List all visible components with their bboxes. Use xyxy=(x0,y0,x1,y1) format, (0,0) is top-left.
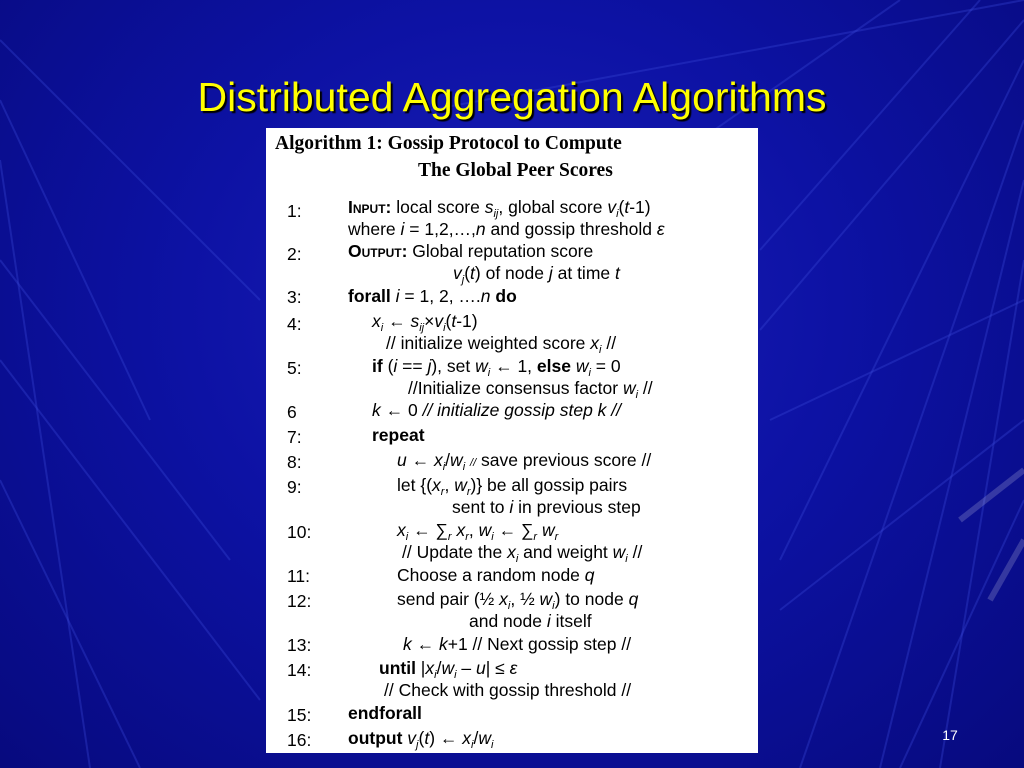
algorithm-heading-line2: The Global Peer Scores xyxy=(418,160,613,181)
line-number: 7: xyxy=(287,427,302,447)
line-number: 11: xyxy=(287,566,311,586)
line-number: 1: xyxy=(287,201,302,221)
algo-line-save-score: u ← $x_i/w_i$ // save previous score // xyxy=(397,450,652,473)
line-number: 13: xyxy=(287,635,312,655)
algo-line-gossip-pairs: let {($x_r$, $w_r$)} be all gossip pairs xyxy=(397,475,628,498)
line-number: 6 xyxy=(287,402,297,422)
algo-line-send-pair: send pair (½ $x_i$, ½ $w_i$) to node q xyxy=(397,589,639,612)
algo-line-output-final: output $v_j(t)$ ← $x_i/w_i$ xyxy=(348,728,494,751)
line-number: 14: xyxy=(287,660,312,680)
line-number: 2: xyxy=(287,244,302,264)
algo-line-next-step: k ← k+1 // Next gossip step // xyxy=(403,634,632,654)
line-number: 5: xyxy=(287,358,302,378)
algo-line-update-comment: // Update the $x_i$ and weight $w_i$ // xyxy=(402,542,643,565)
algo-line-send-pair-cont: and node i itself xyxy=(469,611,592,631)
line-number: 16: xyxy=(287,730,312,750)
algo-line-forall: forall i = 1, 2, ….n do xyxy=(348,286,517,306)
line-number: 12: xyxy=(287,591,312,611)
algo-line-output: Output: Global reputation score xyxy=(348,241,594,261)
algo-line-until-comment: // Check with gossip threshold // xyxy=(384,680,632,700)
algo-line-choose-node: Choose a random node q xyxy=(397,565,595,585)
algo-line-update: $x_i$ ← $\sum_r$ $x_r$, $w_i$ ← $\sum_r$ $w_r$ xyxy=(397,520,559,543)
line-number: 9: xyxy=(287,477,302,497)
algorithm-box xyxy=(266,128,758,753)
algo-line-init-k: k ← 0 // initialize gossip step k // xyxy=(372,400,621,420)
algorithm-heading-line1: Algorithm 1: Gossip Protocol to Compute xyxy=(275,133,622,154)
line-number: 8: xyxy=(287,452,302,472)
algo-line-repeat: repeat xyxy=(372,425,425,445)
algo-line-if-comment: //Initialize consensus factor $w_i$ // xyxy=(408,378,653,401)
slide-title: Distributed Aggregation Algorithms xyxy=(197,74,827,120)
algo-line-init-x-comment: // initialize weighted score $x_i$ // xyxy=(386,333,617,356)
algo-line-endforall: endforall xyxy=(348,703,422,723)
line-number: 15: xyxy=(287,705,312,725)
algo-line-input: Input: local score $s_{ij}$, global score $v_i(t-1)$ xyxy=(348,197,651,220)
algo-line-output-cont: $v_j(t)$ of node j at time t xyxy=(453,263,620,286)
algo-line-input-cont: where i = 1,2,…,n and gossip threshold ε xyxy=(348,219,665,239)
algo-line-gossip-pairs-cont: sent to i in previous step xyxy=(452,497,641,517)
slide-number: 17 xyxy=(942,727,958,743)
line-number: 4: xyxy=(287,314,302,334)
algo-line-until: until $|x_i/w_i - u| \le \varepsilon$ xyxy=(379,658,518,681)
algo-line-if: if (i == j), set $w_i$ ← 1, else $w_i = 0$ xyxy=(372,356,621,379)
algo-line-init-x: $x_i$ ← $s_{ij}\times v_i(t-1)$ xyxy=(372,311,478,334)
line-number: 10: xyxy=(287,522,312,542)
line-number: 3: xyxy=(287,287,302,307)
